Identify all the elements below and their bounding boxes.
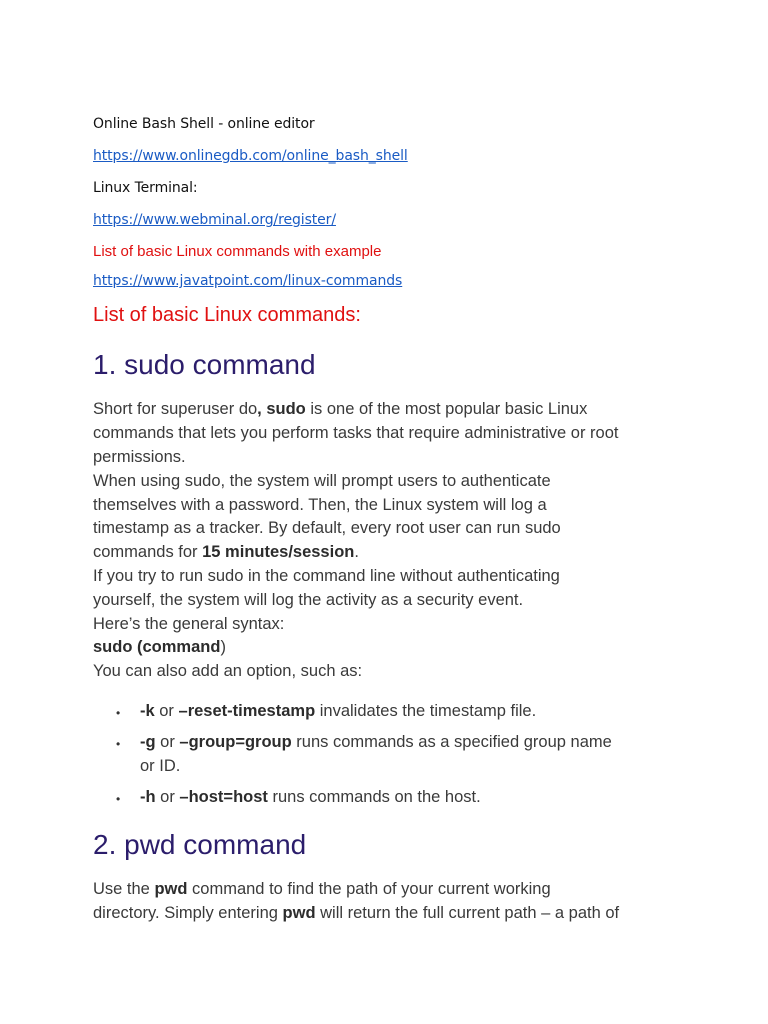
option-flag: -g bbox=[140, 733, 156, 751]
sudo-paragraph-line: timestamp as a tracker. By default, every root user can run sudo bbox=[93, 519, 561, 537]
sudo-heading: 1. sudo command bbox=[93, 349, 316, 380]
text-span: commands for bbox=[93, 543, 203, 561]
option-long: –reset-timestamp bbox=[178, 702, 316, 720]
syntax-intro: Here’s the general syntax: bbox=[93, 615, 285, 633]
option-desc: runs commands as a specified group name bbox=[291, 733, 612, 751]
list-item bbox=[140, 786, 481, 810]
option-intro: You can also add an option, such as: bbox=[93, 662, 363, 680]
sudo-paragraph-line: permissions. bbox=[93, 448, 186, 466]
syntax-line bbox=[93, 636, 226, 660]
text-span: or bbox=[154, 702, 179, 720]
list-heading: List of basic Linux commands: bbox=[93, 304, 361, 326]
sudo-paragraph-line: If you try to run sudo in the command line without authenticating bbox=[93, 567, 560, 585]
sudo-paragraph-line: commands that lets you perform tasks that require administrative or root bbox=[93, 424, 619, 442]
option-desc: invalidates the timestamp file. bbox=[315, 702, 537, 720]
commands-example-label: List of basic Linux commands with example bbox=[93, 243, 382, 260]
syntax-bold: sudo (command bbox=[93, 638, 221, 656]
webminal-link[interactable]: https://www.webminal.org/register/ bbox=[93, 212, 336, 228]
text-span: or bbox=[155, 733, 180, 751]
online-bash-label: Online Bash Shell - online editor bbox=[93, 116, 315, 132]
option-desc: runs commands on the host. bbox=[267, 788, 481, 806]
text-span: or bbox=[155, 788, 180, 806]
list-item bbox=[140, 700, 536, 724]
text-span: Use the bbox=[93, 880, 155, 898]
text-span: . bbox=[354, 543, 359, 561]
sudo-paragraph-line: themselves with a password. Then, the Linux system will log a bbox=[93, 496, 547, 514]
text-span: ) bbox=[220, 638, 226, 656]
duration-bold: 15 minutes/session bbox=[202, 543, 355, 561]
sudo-bold: , sudo bbox=[257, 400, 306, 418]
sudo-paragraph-line bbox=[93, 541, 359, 565]
bullet-icon: • bbox=[116, 737, 121, 751]
list-item-continuation: or ID. bbox=[140, 757, 181, 775]
text-span: will return the full current path – a path of bbox=[315, 904, 620, 922]
sudo-paragraph-line: When using sudo, the system will prompt users to authenticate bbox=[93, 472, 551, 490]
text-span: Short for superuser do bbox=[93, 400, 258, 418]
sudo-paragraph-line: yourself, the system will log the activity as a security event. bbox=[93, 591, 524, 609]
pwd-paragraph-line bbox=[93, 878, 551, 902]
linux-terminal-label: Linux Terminal: bbox=[93, 180, 198, 196]
pwd-bold: pwd bbox=[282, 904, 316, 922]
text-span: command to find the path of your current working bbox=[187, 880, 551, 898]
option-long: –group=group bbox=[179, 733, 292, 751]
sudo-paragraph-line bbox=[93, 398, 587, 422]
bullet-icon: • bbox=[116, 792, 121, 806]
list-item bbox=[140, 731, 612, 755]
onlinegdb-link[interactable]: https://www.onlinegdb.com/online_bash_shell bbox=[93, 148, 408, 164]
pwd-paragraph-line bbox=[93, 902, 619, 926]
option-long: –host=host bbox=[179, 788, 268, 806]
text-span: is one of the most popular basic Linux bbox=[305, 400, 588, 418]
bullet-icon: • bbox=[116, 706, 121, 720]
pwd-bold: pwd bbox=[154, 880, 188, 898]
option-flag: -h bbox=[140, 788, 156, 806]
pwd-heading: 2. pwd command bbox=[93, 829, 307, 860]
text-span: directory. Simply entering bbox=[93, 904, 283, 922]
javatpoint-link[interactable]: https://www.javatpoint.com/linux-commands bbox=[93, 273, 403, 289]
option-flag: -k bbox=[140, 702, 155, 720]
